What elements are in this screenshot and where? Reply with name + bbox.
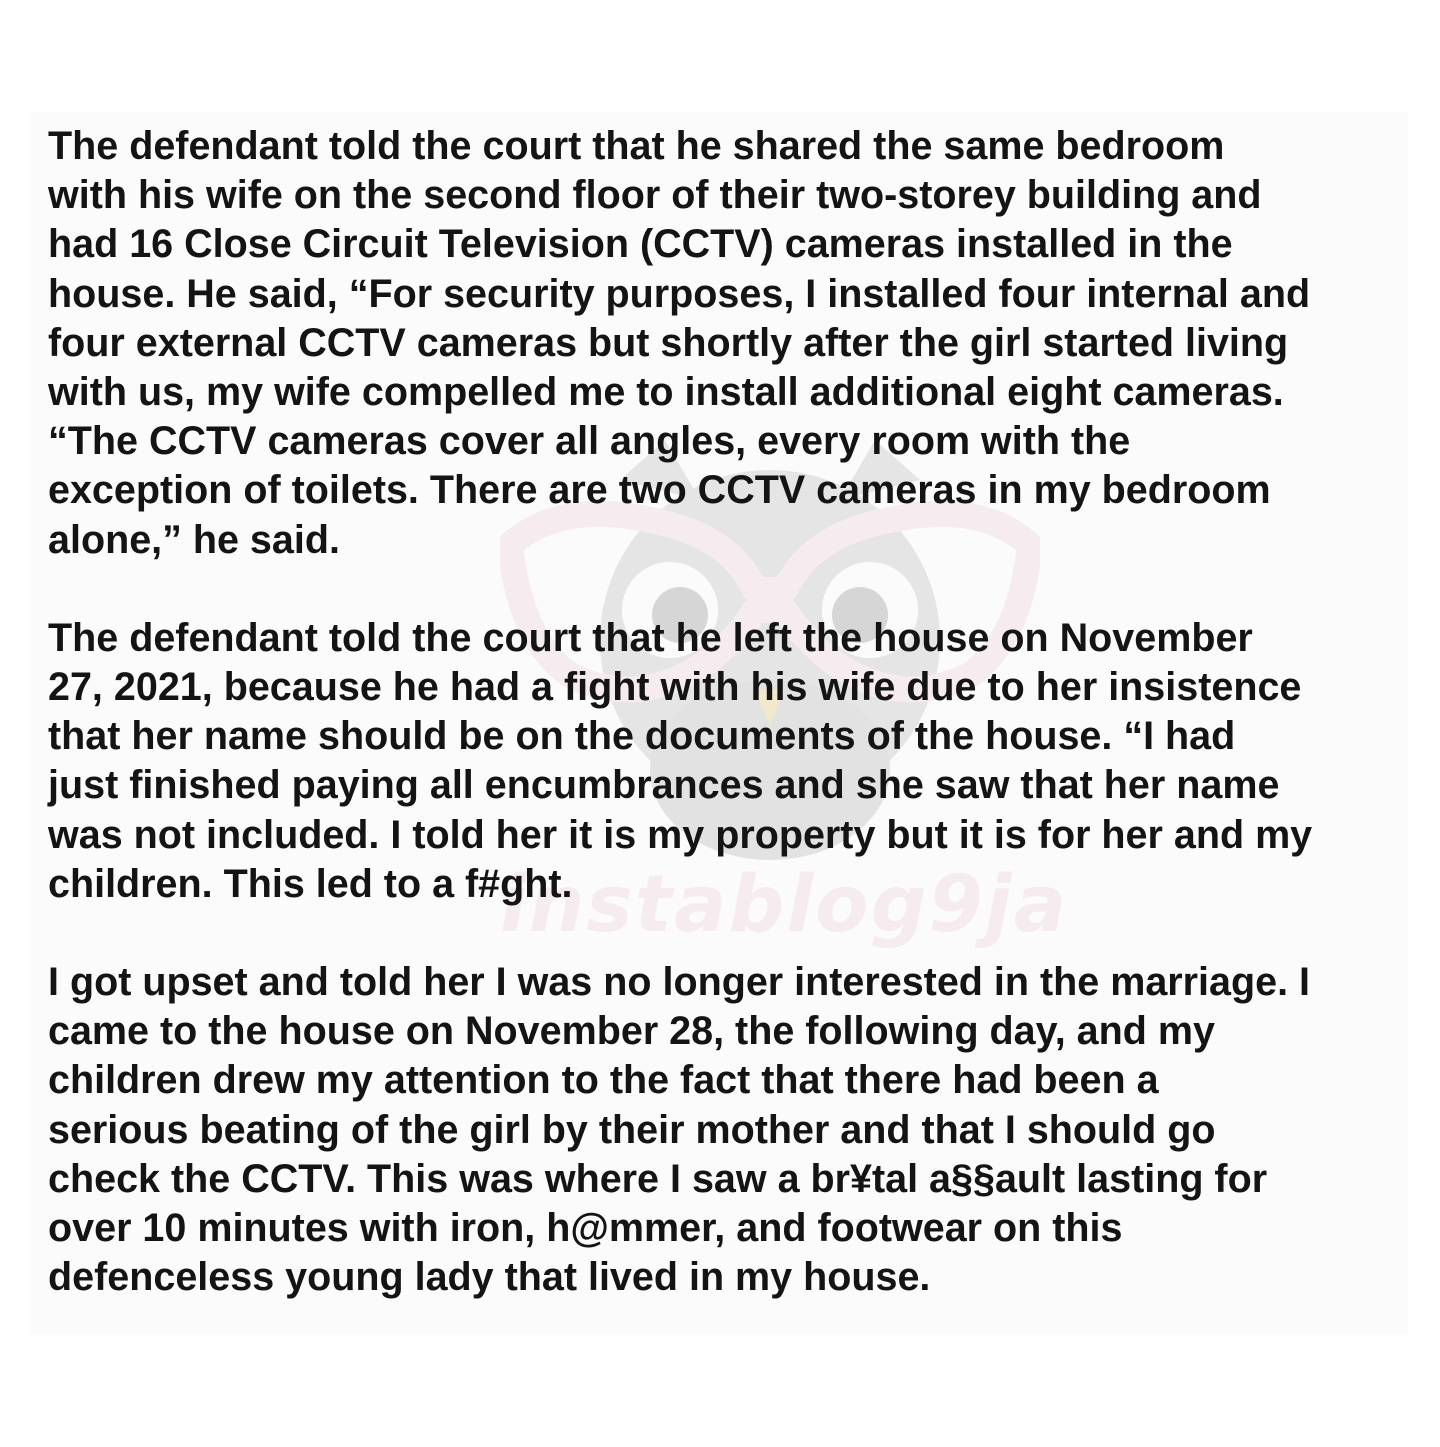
paragraph-3: I got upset and told her I was no longer interested in the marriage. I came to the house on November 28, the following day, and my children drew my attention to the fact that there had been a serious beating of the girl by their mother and that I should go check the CCTV. This was where I saw a br¥tal a§§ault lasting for over 10 minutes with iron, h@mmer, and footwear on this defenceless young lady that lived in my house. — [48, 960, 1310, 1300]
watermark-text: instablog9ja — [500, 860, 1069, 950]
paragraph-1: The defendant told the court that he shared the same bedroom with his wife on the second floor of their two-storey building and had 16 Close Circuit Television (CCTV) cameras installed in the house. He said, “For security purposes, I installed four internal and four external CCTV cameras but shortly after the girl started living with us, my wife compelled me to install additional eight cameras. “The CCTV cameras cover all angles, every room with the exception of toilets. There are two CCTV cameras in my bedroom alone,” he said. — [48, 124, 1311, 562]
paragraph-2: The defendant told the court that he left the house on November 27, 2021, because he had a fight with his wife due to her insistence that her name should be on the documents of the house. “I had just finished paying all encumbrances and she saw that her name was not included. I told her it is my property but it is for her and my children. This led to a f#ght. — [48, 615, 1313, 906]
article-body — [48, 122, 1398, 1351]
